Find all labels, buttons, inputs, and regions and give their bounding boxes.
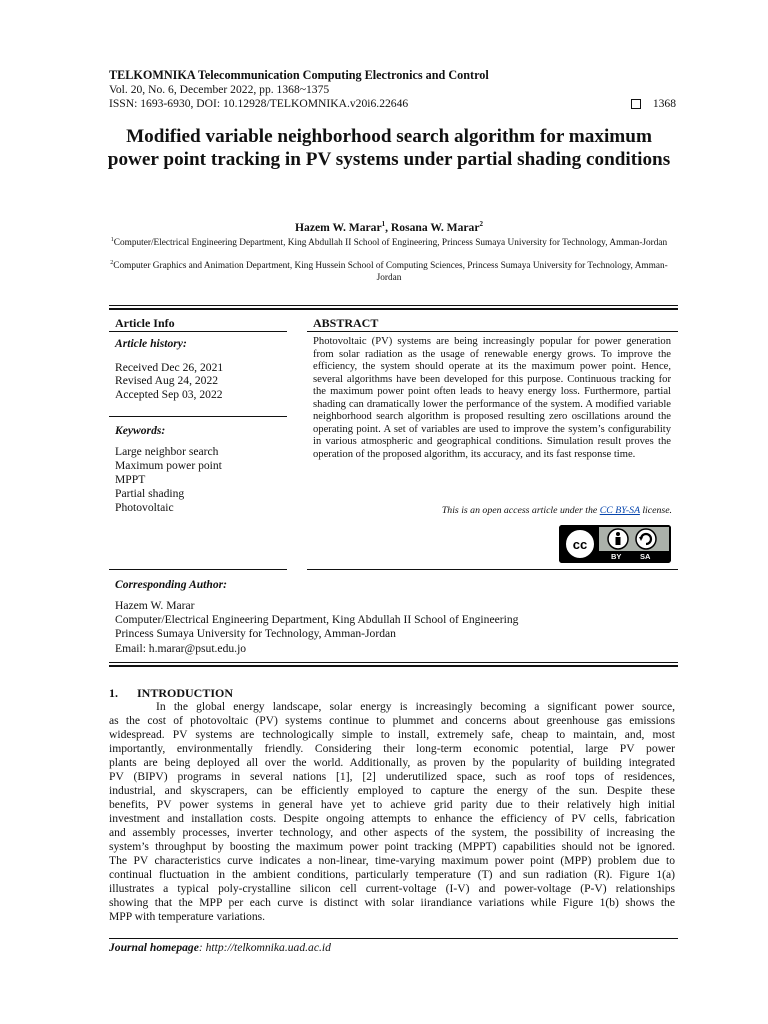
intro-line: The PV characteristics curve indicates a non-linear, time-varying maximum power point (MPP) problem due to xyxy=(109,854,675,867)
intro-line: MPP with temperature variations. xyxy=(109,910,266,923)
author-separator: , xyxy=(385,220,391,234)
corresponding-heading: Corresponding Author: xyxy=(115,578,228,591)
affiliation-2-text: Computer Graphics and Animation Department, King Hussein School of Computing Sciences, Princess Sumaya University for Technology, Amman-Jordan xyxy=(113,261,668,283)
article-info-heading: Article Info xyxy=(115,316,175,330)
intro-line: and assembly processes, inverter technology, and other aspects of the system, the possibility of increasing the xyxy=(109,826,675,839)
divider-top-2 xyxy=(109,308,678,310)
cc-by-sa-badge[interactable] xyxy=(559,525,671,563)
svg-text:cc: cc xyxy=(572,537,588,552)
divider-corresponding-1 xyxy=(109,662,678,663)
corresponding-univ: Princess Sumaya University for Technology, Amman-Jordan xyxy=(115,627,396,640)
square-icon xyxy=(631,99,641,109)
intro-line: investment and installation costs. Despite ongoing attempts to enhance the efficiency of PV cells, fabrication xyxy=(109,812,675,825)
section-heading: INTRODUCTION xyxy=(137,686,234,700)
keyword-item: MPPT xyxy=(115,473,146,486)
intro-line: plants are being deployed all over the world. Additionally, as proven by the popularity of building integrated xyxy=(109,756,675,769)
divider-abstract xyxy=(307,331,678,332)
section-number: 1. xyxy=(109,686,118,700)
intro-line: illustrates a typical poly-crystalline silicon cell current-voltage (I-V) and power-voltage (P-V) relationships xyxy=(109,882,675,895)
footer-divider xyxy=(109,938,678,939)
paper-title: Modified variable neighborhood search algorithm for maximum power point tracking in PV systems under partial shading conditions xyxy=(107,126,671,170)
author-1-sup: 1 xyxy=(381,220,386,228)
license-suffix: license. xyxy=(639,505,672,516)
keywords-heading: Keywords: xyxy=(115,424,166,437)
intro-line: industrial, and skyscrapers, can be efficiently employed to capture the energy of the sun. Despite these xyxy=(109,784,675,797)
corresponding-dept: Computer/Electrical Engineering Department, King Abdullah II School of Engineering xyxy=(115,613,519,626)
license-prefix: This is an open access article under the xyxy=(441,505,600,516)
intro-line: widespread. PV systems are technologically simple to install, extremely safe, cheap to maintain, and, most xyxy=(109,728,675,741)
abstract-text: Photovoltaic (PV) systems are being increasingly popular for power generation from solar radiation as the usage of renewable energy grows. To improve the efficiency, the system should operate at its the maximum power point. Hence, several algorithms have been developed for this purpose. Continuous tracking for the maximum power point often leads to heavy energy loss. Furthermore, partial shading can dramatically lower the performance of the system. A modified variable neighborhood search algorithm is proposed resulting zero oscillations around the operating point. A set of variables are used to improve the system’s configurability in various atmospheric and geographical conditions. Simulation result proves the operation of the proposed algorithm, its accuracy, and its fast response time. xyxy=(313,336,671,460)
history-heading: Article history: xyxy=(115,337,187,350)
author-list xyxy=(109,220,669,234)
divider-article-info xyxy=(109,331,287,332)
journal-homepage xyxy=(109,941,331,954)
corresponding-name: Hazem W. Marar xyxy=(115,599,195,612)
divider-corresponding-2 xyxy=(109,665,678,667)
divider-keywords xyxy=(109,416,287,417)
author-1: Hazem W. Marar xyxy=(295,220,382,234)
intro-line: system’s throughput by boosting the maximum power point tracking (MPPT) capabilities should not be ignored. xyxy=(109,840,675,853)
author-2: Rosana W. Marar xyxy=(390,220,480,234)
intro-body xyxy=(109,700,675,924)
accepted-date: Accepted Sep 03, 2022 xyxy=(115,388,223,401)
homepage-label: Journal homepage xyxy=(109,941,199,954)
badge-sa-label: SA xyxy=(640,552,651,561)
keyword-item: Partial shading xyxy=(115,487,185,500)
affiliation-2-sup: 2 xyxy=(110,260,114,266)
intro-line: as the cost of photovoltaic (PV) systems continue to plummet and concerns about greenhouse gas emissions xyxy=(109,714,675,727)
page-number: 1368 xyxy=(652,97,676,110)
open-access-note xyxy=(330,505,672,516)
divider-abstract-bottom xyxy=(307,569,678,570)
cc-by-sa-link[interactable]: CC BY-SA xyxy=(599,505,640,516)
keyword-item: Large neighbor search xyxy=(115,445,219,458)
received-date: Received Dec 26, 2021 xyxy=(115,361,224,374)
intro-line: continual fluctuation in the ambient conditions, particularly temperature (T) and sun radiation (R). Figure 1(a) xyxy=(109,868,675,881)
affiliation-1-text: Computer/Electrical Engineering Department, King Abdullah II School of Engineering, Princess Sumaya University for Technology, Amman-Jordan xyxy=(113,238,668,249)
keyword-item: Photovoltaic xyxy=(115,501,174,514)
keyword-item: Maximum power point xyxy=(115,459,222,472)
intro-line: PV (BIPV) programs in several nations [1], [2] underutilized space, such as roof tops of residences, xyxy=(109,770,675,783)
affiliation-1 xyxy=(109,235,669,250)
abstract-heading: ABSTRACT xyxy=(313,316,379,330)
divider-top-1 xyxy=(109,305,678,306)
divider-article-info-bottom xyxy=(109,569,287,570)
journal-name: TELKOMNIKA Telecommunication Computing Electronics and Control xyxy=(109,68,489,82)
homepage-url[interactable]: : http://telkomnika.uad.ac.id xyxy=(198,941,331,954)
corresponding-email: Email: h.marar@psut.edu.jo xyxy=(115,642,247,655)
badge-by-label: BY xyxy=(611,552,622,561)
revised-date: Revised Aug 24, 2022 xyxy=(115,374,219,387)
volume-info: Vol. 20, No. 6, December 2022, pp. 1368~1375 xyxy=(109,83,330,96)
affiliation-2 xyxy=(109,258,669,284)
issn-doi: ISSN: 1693-6930, DOI: 10.12928/TELKOMNIKA.v20i6.22646 xyxy=(109,97,409,110)
intro-line: importantly, environmentally friendly. Considering their long-term economic potential, large PV power xyxy=(109,742,675,755)
author-2-sup: 2 xyxy=(479,220,483,228)
page-number-block xyxy=(631,97,676,110)
affiliation-1-sup: 1 xyxy=(110,237,114,243)
intro-line: showing that the MPP per each curve is distinct with solar iirandiance variations while Figure 1(b) shows the xyxy=(109,896,675,909)
intro-line: In the global energy landscape, solar energy is increasingly becoming a significant power source, xyxy=(156,700,675,713)
intro-line: benefits, PV power systems in general have yet to achieve grid parity due to their relatively high initial xyxy=(109,798,675,811)
